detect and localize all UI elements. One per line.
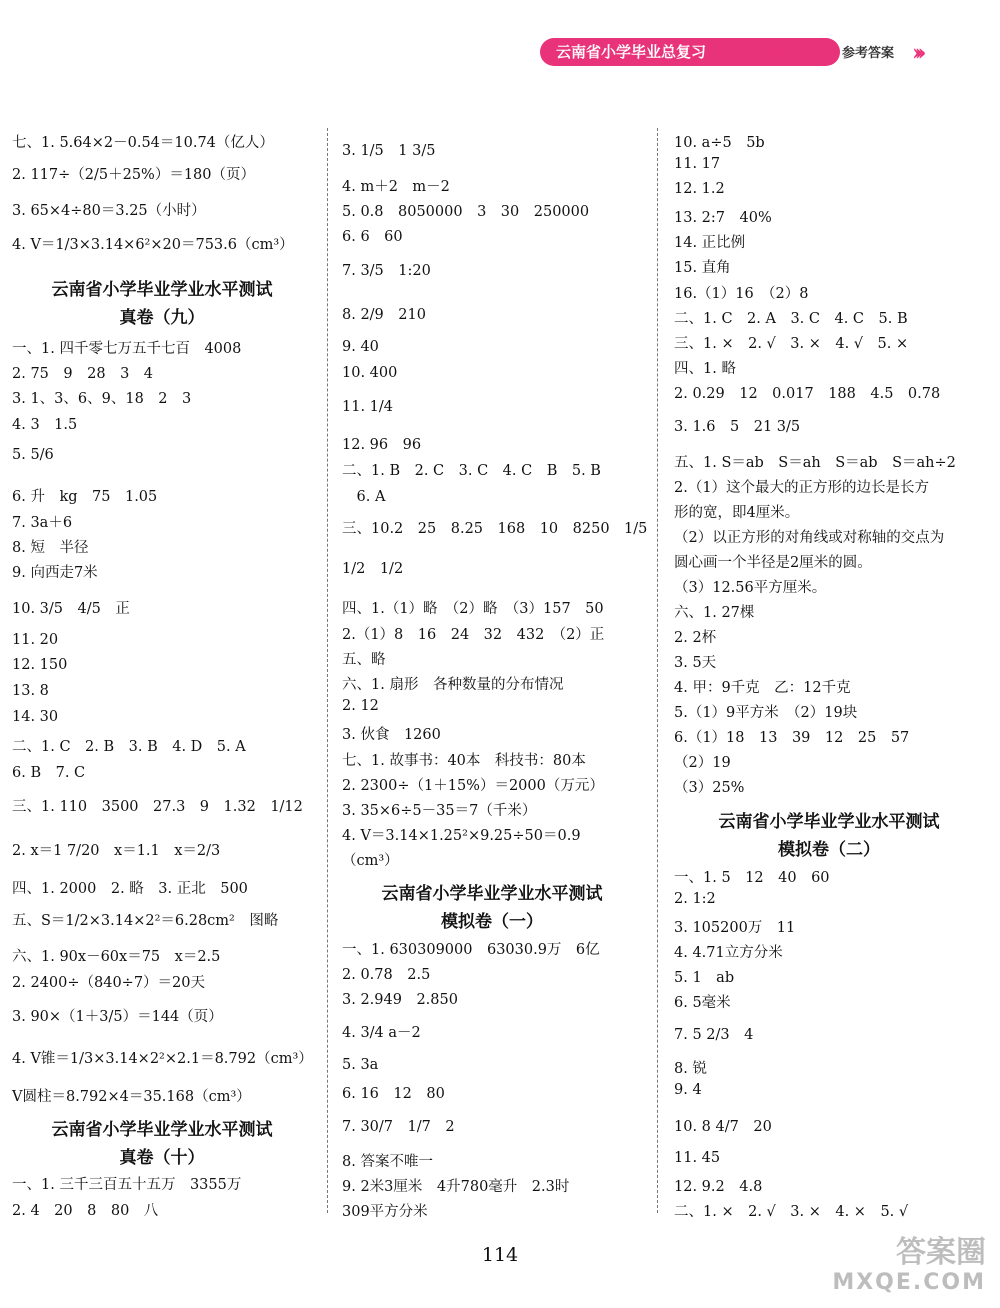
answer-line: 7. 3/5 1:20	[342, 263, 431, 279]
answer-line: 11. 20	[12, 632, 59, 648]
answer-line: 3. 1.6 5 21 3/5	[674, 419, 801, 435]
answer-line: 二、1. × 2. √ 3. × 4. × 5. √	[674, 1204, 909, 1220]
answer-line: 2. 2400÷（840÷7）＝20天	[12, 975, 205, 991]
answer-line: 三、1. × 2. √ 3. × 4. √ 5. ×	[674, 336, 909, 352]
answer-line: 10. a÷5 5b	[674, 135, 765, 151]
answer-line: 4. 4.71立方分米	[674, 945, 783, 961]
answer-line: 13. 8	[12, 683, 49, 699]
answer-line: 6. A	[342, 489, 386, 505]
watermark-logo: 答案圈 MXQE.COM	[832, 1235, 986, 1295]
answer-line: 3. 5天	[674, 655, 717, 671]
header-title: 云南省小学毕业总复习	[540, 38, 840, 66]
answer-line: 8. 锐	[674, 1061, 707, 1077]
answer-line: 10. 8 4/7 20	[674, 1119, 772, 1135]
answer-line: 3. 2.949 2.850	[342, 992, 458, 1008]
answer-line: 8. 2/9 210	[342, 307, 426, 323]
column-divider	[657, 128, 658, 1213]
answer-line: 2.（1）这个最大的正方形的边长是长方	[674, 480, 930, 496]
answer-line: 5. 5/6	[12, 447, 54, 463]
answer-line: 11. 1/4	[342, 399, 394, 415]
answer-line: 二、1. C 2. A 3. C 4. C 5. B	[674, 311, 908, 327]
answer-line: 五、1. S＝ab S＝ah S＝ab S＝ah÷2	[674, 455, 956, 471]
section-heading: 真卷（十）	[119, 1148, 205, 1168]
answer-line: 14. 正比例	[674, 235, 746, 251]
answer-line: V圆柱＝8.792×4＝35.168（cm³）	[12, 1089, 251, 1105]
answer-line: 3. 伙食 1260	[342, 727, 441, 743]
answer-line: 4. m＋2 m－2	[342, 179, 450, 195]
answer-line: 2.（1）8 16 24 32 432 （2）正	[342, 627, 605, 643]
answer-line: 四、1. 略	[674, 361, 736, 377]
answer-line: 8. 短 半径	[12, 540, 89, 556]
answer-line: 2. 75 9 28 3 4	[12, 366, 154, 382]
answer-line: 3. 65×4÷80＝3.25（小时）	[12, 203, 206, 219]
answer-line: 12. 96 96	[342, 437, 422, 453]
answer-line: 2. 117÷（2/5＋25%）＝180（页）	[12, 167, 256, 183]
section-heading: 模拟卷（二）	[778, 840, 880, 860]
answer-line: 2. x＝1 7/20 x＝1.1 x＝2/3	[12, 843, 221, 859]
answer-line: 四、1.（1）略 （2）略 （3）157 50	[342, 601, 604, 617]
answer-line: 12. 9.2 4.8	[674, 1179, 763, 1195]
answer-line: 15. 直角	[674, 260, 731, 276]
answer-line: 8. 答案不唯一	[342, 1154, 433, 1170]
answer-line: 3. 90×（1＋3/5）＝144（页）	[12, 1009, 223, 1025]
answer-line: 三、1. 110 3500 27.3 9 1.32 1/12	[12, 799, 303, 815]
answer-line: （cm³）	[342, 853, 399, 869]
answer-line: 3. 105200万 11	[674, 920, 796, 936]
section-heading: 云南省小学毕业学业水平测试	[51, 1120, 273, 1140]
answer-line: 4. V＝1/3×3.14×6²×20＝753.6（cm³）	[12, 237, 294, 253]
answer-line: 10. 3/5 4/5 正	[12, 601, 130, 617]
answer-line: 9. 4	[674, 1082, 702, 1098]
answer-line: 5. 0.8 8050000 3 30 250000	[342, 204, 590, 220]
answer-line: 3. 1/5 1 3/5	[342, 143, 436, 159]
answer-line: 3. 1、3、6、9、18 2 3	[12, 391, 192, 407]
answer-line: 16.（1）16 （2）8	[674, 286, 809, 302]
answer-line: 2. 4 20 8 80 八	[12, 1203, 159, 1219]
answer-line: 13. 2:7 40%	[674, 210, 772, 226]
section-heading: 模拟卷（一）	[441, 912, 543, 932]
answer-line: 一、1. 四千零七万五千七百 4008	[12, 341, 242, 357]
answer-line: 六、1. 27棵	[674, 605, 755, 621]
answer-line: 7. 3a＋6	[12, 515, 73, 531]
answer-line: （2）19	[674, 755, 731, 771]
answer-line: 5. 3a	[342, 1057, 379, 1073]
section-heading: 云南省小学毕业学业水平测试	[381, 884, 603, 904]
answer-line: 9. 2米3厘米 4升780毫升 2.3时	[342, 1179, 570, 1195]
answer-line: 4. V＝3.14×1.25²×9.25÷50＝0.9	[342, 828, 581, 844]
answer-line: 3. 35×6÷5－35＝7（千米）	[342, 803, 537, 819]
answer-line: 6. 6 60	[342, 229, 403, 245]
answer-line: 六、1. 扇形 各种数量的分布情况	[342, 677, 564, 693]
page-number: 114	[481, 1244, 519, 1266]
chevron-right-icon: ›››	[912, 40, 921, 66]
answer-line: 2. 0.29 12 0.017 188 4.5 0.78	[674, 386, 941, 402]
answer-line: 1/2 1/2	[342, 561, 404, 577]
answer-line: 11. 17	[674, 156, 721, 172]
answer-line: 二、1. C 2. B 3. B 4. D 5. A	[12, 739, 246, 755]
answer-line: （3）12.56平方厘米。	[674, 580, 827, 596]
section-heading: 云南省小学毕业学业水平测试	[51, 280, 273, 300]
answer-line: 三、10.2 25 8.25 168 10 8250 1/5	[342, 521, 648, 537]
answer-line: 五、略	[342, 652, 386, 668]
answer-line: 7. 30/7 1/7 2	[342, 1119, 455, 1135]
answer-line: 9. 40	[342, 339, 379, 355]
answer-line: 6. B 7. C	[12, 765, 86, 781]
answer-line: 4. V锥＝1/3×3.14×2²×2.1＝8.792（cm³）	[12, 1051, 313, 1067]
answer-line: 2. 1:2	[674, 891, 716, 907]
answer-line: 四、1. 2000 2. 略 3. 正北 500	[12, 881, 248, 897]
answer-line: 圆心画一个半径是2厘米的圆。	[674, 555, 872, 571]
answer-line: 4. 3/4 a－2	[342, 1025, 421, 1041]
answer-line: 6. 16 12 80	[342, 1086, 445, 1102]
answer-line: 11. 45	[674, 1150, 721, 1166]
section-heading: 云南省小学毕业学业水平测试	[718, 812, 940, 832]
answer-line: 六、1. 90x－60x＝75 x＝2.5	[12, 949, 221, 965]
answer-line: 二、1. B 2. C 3. C 4. C B 5. B	[342, 463, 601, 479]
column-divider	[327, 128, 328, 1213]
answer-line: 5.（1）9平方米 （2）19块	[674, 705, 858, 721]
answer-line: 五、S＝1/2×3.14×2²＝6.28cm² 图略	[12, 913, 279, 929]
answer-line: 14. 30	[12, 709, 59, 725]
section-heading: 真卷（九）	[119, 308, 205, 328]
answer-line: 七、1. 5.64×2－0.54＝10.74（亿人）	[12, 135, 274, 151]
header-answer-label: 参考答案	[842, 46, 895, 61]
answer-line: 一、1. 5 12 40 60	[674, 870, 830, 886]
answer-line: （2）以正方形的对角线或对称轴的交点为	[674, 530, 945, 546]
answer-line: 4. 3 1.5	[12, 417, 78, 433]
answer-line: 6. 5毫米	[674, 995, 731, 1011]
answer-line: 12. 150	[12, 657, 68, 673]
answer-line: 6.（1）18 13 39 12 25 57	[674, 730, 910, 746]
answer-line: （3）25%	[674, 780, 745, 796]
answer-line: 2. 12	[342, 698, 379, 714]
answer-line: 309平方分米	[342, 1204, 428, 1220]
answer-line: 7. 5 2/3 4	[674, 1027, 754, 1043]
answer-line: 9. 向西走7米	[12, 565, 98, 581]
answer-line: 10. 400	[342, 365, 398, 381]
answer-line: 5. 1 ab	[674, 970, 735, 986]
answer-line: 2. 2300÷（1＋15%）＝2000（万元）	[342, 778, 604, 794]
answer-line: 一、1. 630309000 63030.9万 6亿	[342, 942, 600, 958]
page-header	[540, 36, 980, 70]
answer-line: 形的宽，即4厘米。	[674, 505, 800, 521]
answer-line: 4. 甲：9千克 乙：12千克	[674, 680, 851, 696]
answer-line: 一、1. 三千三百五十五万 3355万	[12, 1177, 242, 1193]
answer-line: 6. 升 kg 75 1.05	[12, 489, 158, 505]
answer-line: 2. 0.78 2.5	[342, 967, 431, 983]
header-logo: 一本全	[756, 43, 802, 61]
answer-line: 七、1. 故事书：40本 科技书：80本	[342, 753, 586, 769]
answer-line: 12. 1.2	[674, 181, 725, 197]
answer-line: 2. 2杯	[674, 630, 717, 646]
